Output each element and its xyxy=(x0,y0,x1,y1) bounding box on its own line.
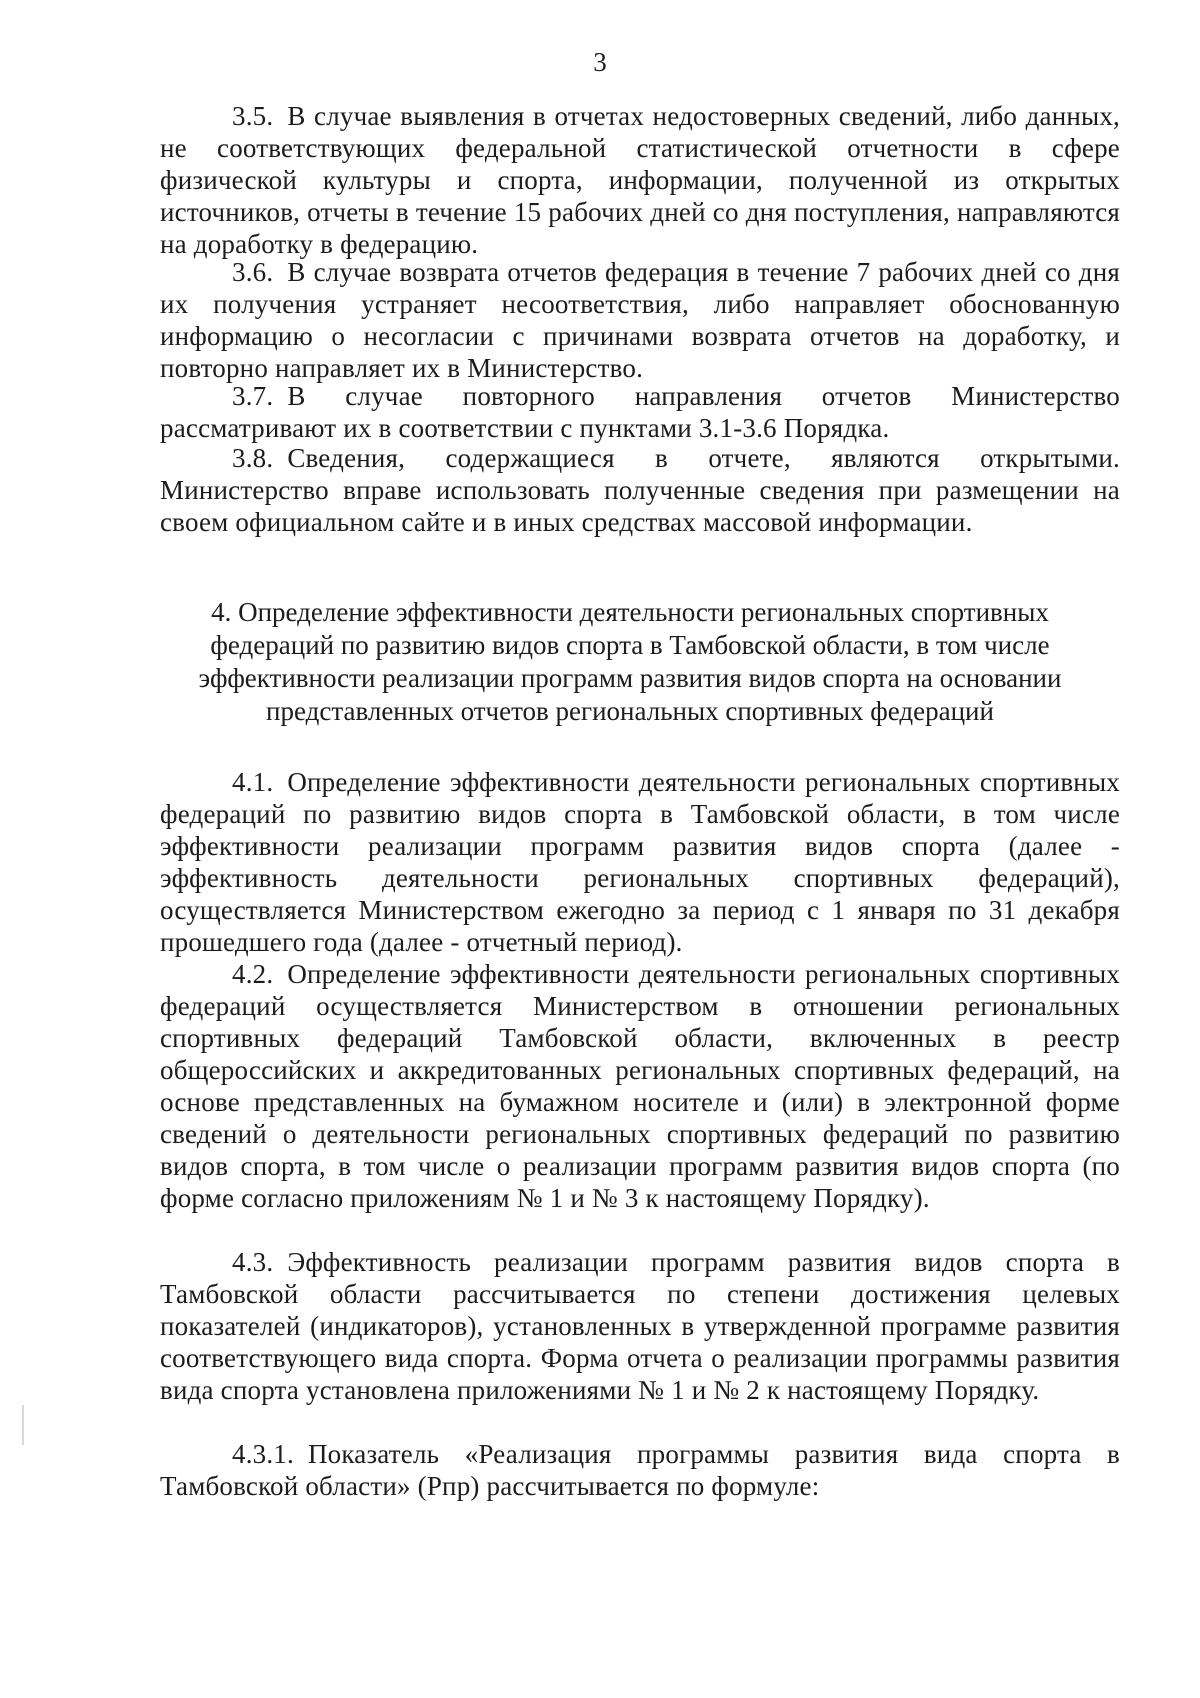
paragraph-3-8 xyxy=(160,442,1120,538)
paragraph-4-3 xyxy=(160,1246,1120,1406)
section-4-heading: 4. Определение эффективности деятельности региональных спортивных федераций по развитию видов спорта в Тамбовской области, в том числе эффективности реализации программ развития видов спорта на основании представленных отчетов региональных спортивных федераций xyxy=(198,597,1062,726)
paragraph-3-6 xyxy=(160,256,1120,384)
paragraph-number: 4.3. xyxy=(232,1247,274,1277)
paragraph-number: 3.6. xyxy=(232,257,274,287)
paragraph-3-5 xyxy=(160,100,1120,260)
paragraph-number: 3.7. xyxy=(232,381,274,411)
paragraph-number: 4.1. xyxy=(232,767,274,797)
paragraph-4-1 xyxy=(160,766,1120,958)
paragraph-number: 3.8. xyxy=(232,443,274,473)
paragraph-text: В случае возврата отчетов федерация в течение 7 рабочих дней со дня их получения устраняет несоответствия, либо направляет обоснованную информацию о несогласии с причинами возврата отчетов на доработку, и повторно направляет их в Министерство. xyxy=(160,257,1120,383)
paragraph-text: В случае выявления в отчетах недостоверных сведений, либо данных, не соответствующих федеральной статистической отчетности в сфере физической культуры и спорта, информации, полученной из открытых источников, отчеты в течение 15 рабочих дней со дня поступления, направляются на доработку в федерацию. xyxy=(160,101,1120,259)
page-number: 3 xyxy=(593,47,607,77)
paragraph-text: Определение эффективности деятельности региональных спортивных федераций по развитию видов спорта в Тамбовской области, в том числе эффективности реализации программ развития видов спорта (далее - эффективность деятельности региональных спортивных федераций), осуществляется Министерством ежегодно за период с 1 января по 31 декабря прошедшего года (далее - отчетный период). xyxy=(160,767,1120,957)
paragraph-number: 3.5. xyxy=(232,101,274,131)
paragraph-4-3-1 xyxy=(160,1438,1120,1502)
paragraph-3-7 xyxy=(160,380,1120,444)
paragraph-text: Эффективность реализации программ развития видов спорта в Тамбовской области рассчитывается по степени достижения целевых показателей (индикаторов), установленных в утвержденной программе развития соответствующего вида спорта. Форма отчета о реализации программы развития вида спорта установлена приложениями № 1 и № 2 к настоящему Порядку. xyxy=(160,1247,1120,1405)
paragraph-text: Сведения, содержащиеся в отчете, являются открытыми. Министерство вправе использовать полученные сведения при размещении на своем официальном сайте и в иных средствах массовой информации. xyxy=(160,443,1120,537)
paragraph-number: 4.3.1. xyxy=(232,1439,294,1469)
paragraph-text: Показатель «Реализация программы развития вида спорта в Тамбовской области» (Рпр) рассчитывается по формуле: xyxy=(160,1439,1120,1501)
scan-edge-mark xyxy=(22,1405,24,1445)
paragraph-text: В случае повторного направления отчетов Министерство рассматривают их в соответствии с пунктами 3.1-3.6 Порядка. xyxy=(160,381,1120,443)
paragraph-4-2 xyxy=(160,958,1120,1214)
paragraph-text: Определение эффективности деятельности региональных спортивных федераций осуществляется Министерством в отношении региональных спортивных федераций Тамбовской области, включенных в реестр общероссийских и аккредитованных региональных спортивных федераций, на основе представленных на бумажном носителе и (или) в электронной форме сведений о деятельности региональных спортивных федераций по развитию видов спорта, в том числе о реализации программ развития видов спорта (по форме согласно приложениям № 1 и № 3 к настоящему Порядку). xyxy=(160,959,1120,1213)
paragraph-number: 4.2. xyxy=(232,959,274,989)
